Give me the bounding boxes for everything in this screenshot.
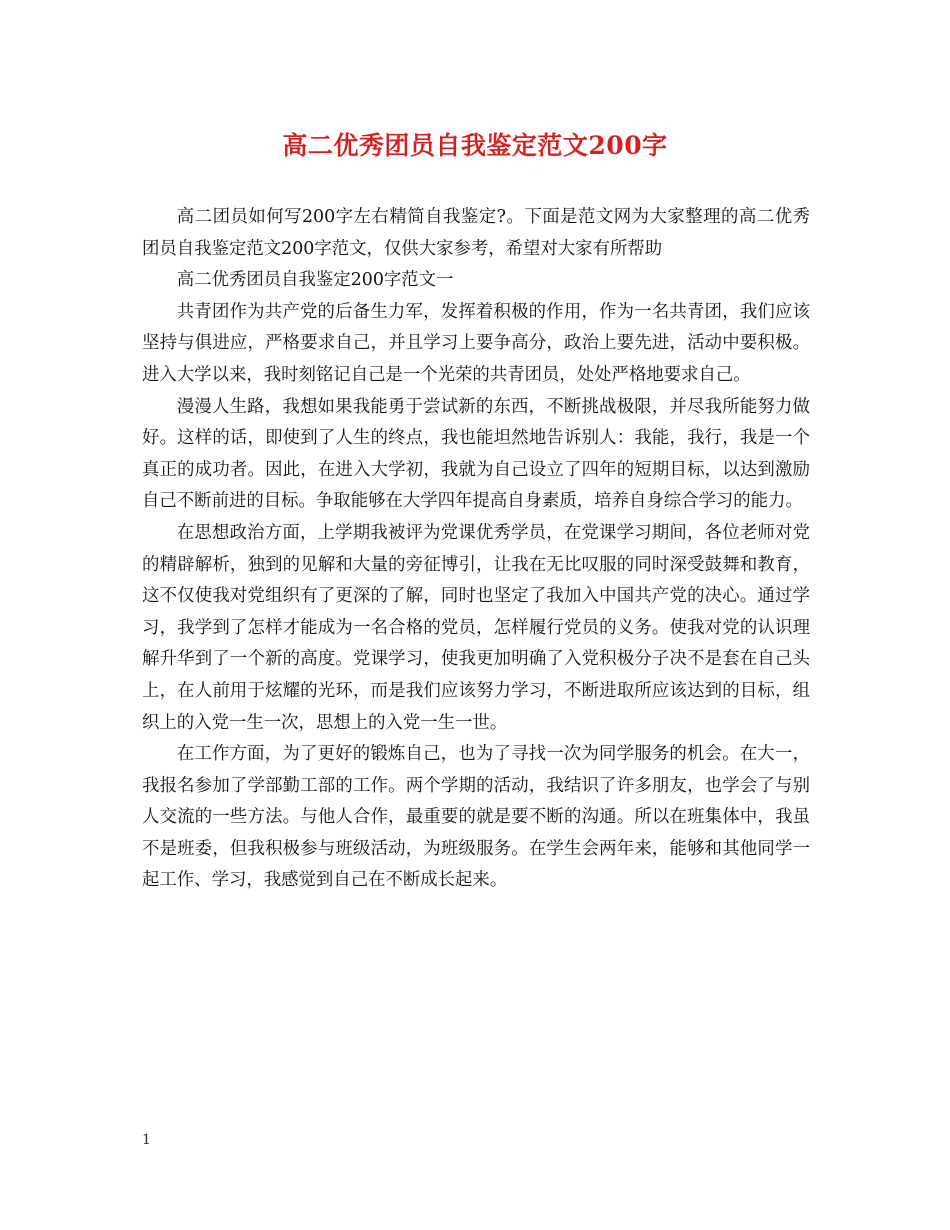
paragraph-4: 在工作方面，为了更好的锻炼自己，也为了寻找一次为同学服务的机会。在大一，我报名参加了学部勤工部的工作。两个学期的活动，我结识了许多朋友，也学会了与别人交流的一些方法。与他人合作，最重要的就是要不断的沟通。所以在班集体中，我虽不是班委，但我积极参与班级活动，为班级服务。在学生会两年来，能够和其他同学一起工作、学习，我感觉到自己在不断成长起来。 — [142, 744, 810, 891]
document-title: 高二优秀团员自我鉴定范文200字 — [282, 131, 668, 160]
document-body — [142, 202, 810, 897]
paragraph-intro: 高二团员如何写200字左右精简自我鉴定?。下面是范文网为大家整理的高二优秀团员自我鉴定范文200字范文，仅供大家参考，希望对大家有所帮助 — [142, 207, 810, 259]
page-number: 1 — [142, 1132, 151, 1148]
paragraph-subheading: 高二优秀团员自我鉴定200字范文一 — [176, 270, 454, 291]
paragraph-3: 在思想政治方面，上学期我被评为党课优秀学员，在党课学习期间，各位老师对党的精辟解析，独到的见解和大量的旁征博引，让我在无比叹服的同时深受鼓舞和教育，这不仅使我对党组织有了更深的了解，同时也坚定了我加入中国共产党的决心。通过学习，我学到了怎样才能成为一名合格的党员，怎样履行党员的义务。使我对党的认识理解升华到了一个新的高度。党课学习，使我更加明确了入党积极分子决不是套在自己头上，在人前用于炫耀的光环，而是我们应该努力学习，不断进取所应该达到的目标，组织上的入党一生一次，思想上的入党一生一世。 — [142, 522, 810, 733]
paragraph-1: 共青团作为共产党的后备生力军，发挥着积极的作用，作为一名共青团，我们应该坚持与俱进应，严格要求自己，并且学习上要争高分，政治上要先进，活动中要积极。进入大学以来，我时刻铭记自己是一个光荣的共青团员，处处严格地要求自己。 — [142, 301, 810, 385]
paragraph-2: 漫漫人生路，我想如果我能勇于尝试新的东西，不断挑战极限，并尽我所能努力做好。这样的话，即使到了人生的终点，我也能坦然地告诉别人：我能，我行，我是一个真正的成功者。因此，在进入大学初，我就为自己设立了四年的短期目标，以达到激励自己不断前进的目标。争取能够在大学四年提高自身素质，培养自身综合学习的能力。 — [142, 396, 810, 512]
